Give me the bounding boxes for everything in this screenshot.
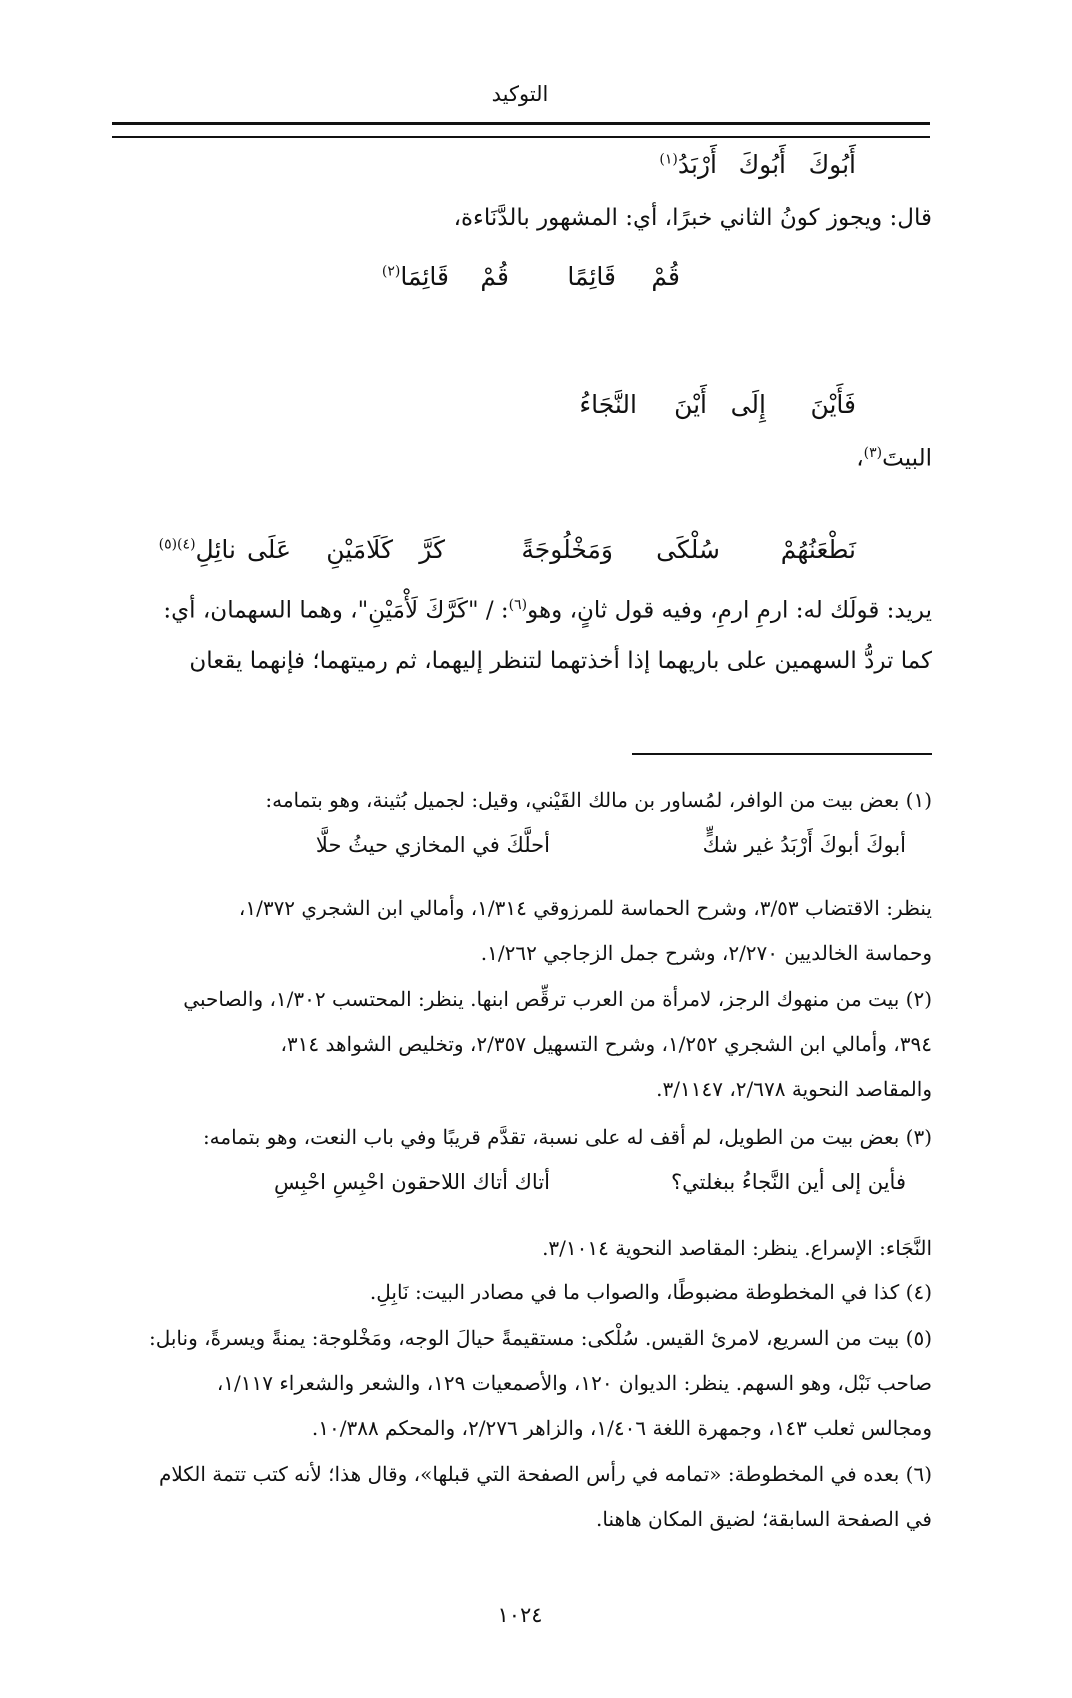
verse1-word-3-text: أَرْبَدُ: [677, 150, 717, 179]
verse4-word-7: [159, 535, 236, 564]
footnote-6-line-1: (٦) بعده في المخطوطة: «تمامه في رأس الصفحة التي قبلها»، وقال هذا؛ لأنه كتب تتمة الكلام: [158, 1462, 932, 1486]
footnote-3-line-2: النَّجَاء: الإسراع. ينظر: المقاصد النحوية ٣/١٠١٤.: [542, 1236, 932, 1260]
running-header-title: التوكيد: [491, 82, 549, 106]
footnote-3-line-1: (٣) بعض بيت من الطويل، لم أقف له على نسبة، تقدَّم قريبًا وفي باب النعت، وهو بتمامه:: [202, 1125, 932, 1149]
body-line-2-text: البيتَ: [882, 445, 932, 472]
header-rule-thick: [112, 122, 930, 125]
footnote-ref-2[interactable]: (٢): [381, 263, 401, 280]
verse3-word-2: إِلَى: [730, 390, 766, 419]
verse2-word-2: قَائِمًا: [567, 262, 616, 291]
verse2-word-3: قُمْ: [480, 262, 509, 291]
footnote-5-line-3: ومجالس ثعلب ١٤٣، وجمهرة اللغة ١/٤٠٦، والزاهر ٢/٢٧٦، والمحكم ١٠/٣٨٨.: [311, 1416, 932, 1440]
footnote-2-line-1: (٢) بيت من منهوك الرجز، لامرأة من العرب ترقِّص ابنها. ينظر: المحتسب ١/٣٠٢، والصاحبي: [183, 987, 932, 1011]
footnote-1-verse-second-hemistich: أحلَّكَ في المخازي حيثُ حلَّا: [315, 833, 550, 857]
footnote-1-line-2: ينظر: الاقتضاب ٣/٥٣، وشرح الحماسة للمرزوقي ١/٣١٤، وأمالي ابن الشجري ١/٣٧٢،: [238, 896, 932, 920]
footnote-1-line-1: (١) بعض بيت من الوافر، لمُساور بن مالك القَيْني، وقيل: لجميل بُثينة، وهو بتمامه:: [265, 788, 932, 812]
verse2-word-1: قُمْ: [651, 262, 680, 291]
footnote-4-line-1: (٤) كذا في المخطوطة مضبوطًا، والصواب ما في مصادر البيت: نَابِلِ.: [369, 1280, 932, 1304]
verse3-word-3: أَيْنَ: [674, 390, 707, 419]
header-rule-thin: [112, 136, 930, 138]
verse4-word-1: نَطْعَنُهُمْ: [780, 535, 856, 564]
body-line-4: كما تردُّ السهمين على باريهما إذا أخذتهما لتنظر إليهما، ثم رميتهما؛ فإنهما يقعان: [189, 648, 932, 674]
footnote-ref-3[interactable]: (٣): [863, 445, 883, 461]
body-line-2-comma: ،: [856, 445, 864, 472]
verse4-word-4: كَرَّ: [419, 535, 445, 564]
footnote-1-line-3: وحماسة الخالديين ٢/٢٧٠، وشرح جمل الزجاجي ١/٢٦٢.: [480, 941, 932, 965]
footnote-5-line-2: صاحب نَبْل، وهو السهم. ينظر: الديوان ١٢٠، والأصمعيات ١٢٩، والشعر والشعراء ١/١١٧،: [216, 1371, 932, 1395]
footnote-ref-4-5[interactable]: (٤)(٥): [158, 536, 196, 553]
footnote-ref-6[interactable]: (٦): [508, 597, 528, 613]
verse3-word-1: فَأَيْنَ: [810, 390, 856, 419]
page-number: ١٠٢٤: [497, 1603, 543, 1627]
body-line-1: قال: ويجوز كونُ الثاني خبرًا، أي: المشهور بالدَّنَاءة،: [453, 205, 932, 231]
footnote-3-verse-second-hemistich: أتاك أتاك اللاحقون احْبِسِ احْبِسِ: [274, 1170, 550, 1194]
verse4-word-3: وَمَخْلُوجَةً: [521, 535, 613, 564]
verse2-word-4-text: قَائِمَا: [400, 262, 449, 291]
body-line-3-part2: : / "كَرَّكَ لَأْمَيْنِ"، وهما السهمان، أي:: [163, 597, 509, 624]
verse2-word-4: [382, 262, 449, 291]
body-line-3-part1: يريد: قولَك له: ارمِ ارمِ، وفيه قول ثانٍ، وهو: [527, 597, 932, 624]
verse4-word-5: كَلَامَيْنِ: [326, 535, 393, 564]
footnote-1-verse-first-hemistich: أبوكَ أبوكَ أَرْبَدُ غير شكٍّ: [702, 833, 906, 857]
body-line-2: [112, 445, 932, 473]
footnote-ref-1[interactable]: (١): [659, 151, 678, 168]
footnote-separator: [632, 753, 932, 755]
verse4-word-7-text: نائِلِ: [195, 535, 236, 564]
verse1-word-2: أَبُوكَ: [738, 150, 786, 179]
footnote-6-line-2: في الصفحة السابقة؛ لضيق المكان هاهنا.: [596, 1507, 932, 1531]
body-line-3: [112, 597, 932, 625]
verse1-word-3: [659, 150, 717, 179]
footnote-2-line-2: ٣٩٤، وأمالي ابن الشجري ١/٢٥٢، وشرح التسهيل ٢/٣٥٧، وتخليص الشواهد ٣١٤،: [280, 1032, 932, 1056]
verse4-word-6: عَلَى: [246, 535, 291, 564]
verse1-word-1: أَبُوكَ: [808, 150, 856, 179]
footnote-5-line-1: (٥) بيت من السريع، لامرئ القيس. سُلْكى: مستقيمةً حيالَ الوجه، ومَخْلوجة: يمنةً ويسرةً، ونابل:: [148, 1326, 932, 1350]
footnote-2-line-3: والمقاصد النحوية ٢/٦٧٨، ٣/١١٤٧.: [656, 1077, 932, 1101]
footnote-3-verse-first-hemistich: فأين إلى أين النَّجاءُ ببغلتي؟: [670, 1170, 906, 1194]
verse3-word-4: النَّجَاءُ: [579, 390, 637, 419]
verse4-word-2: سُلْكَى: [656, 535, 720, 564]
